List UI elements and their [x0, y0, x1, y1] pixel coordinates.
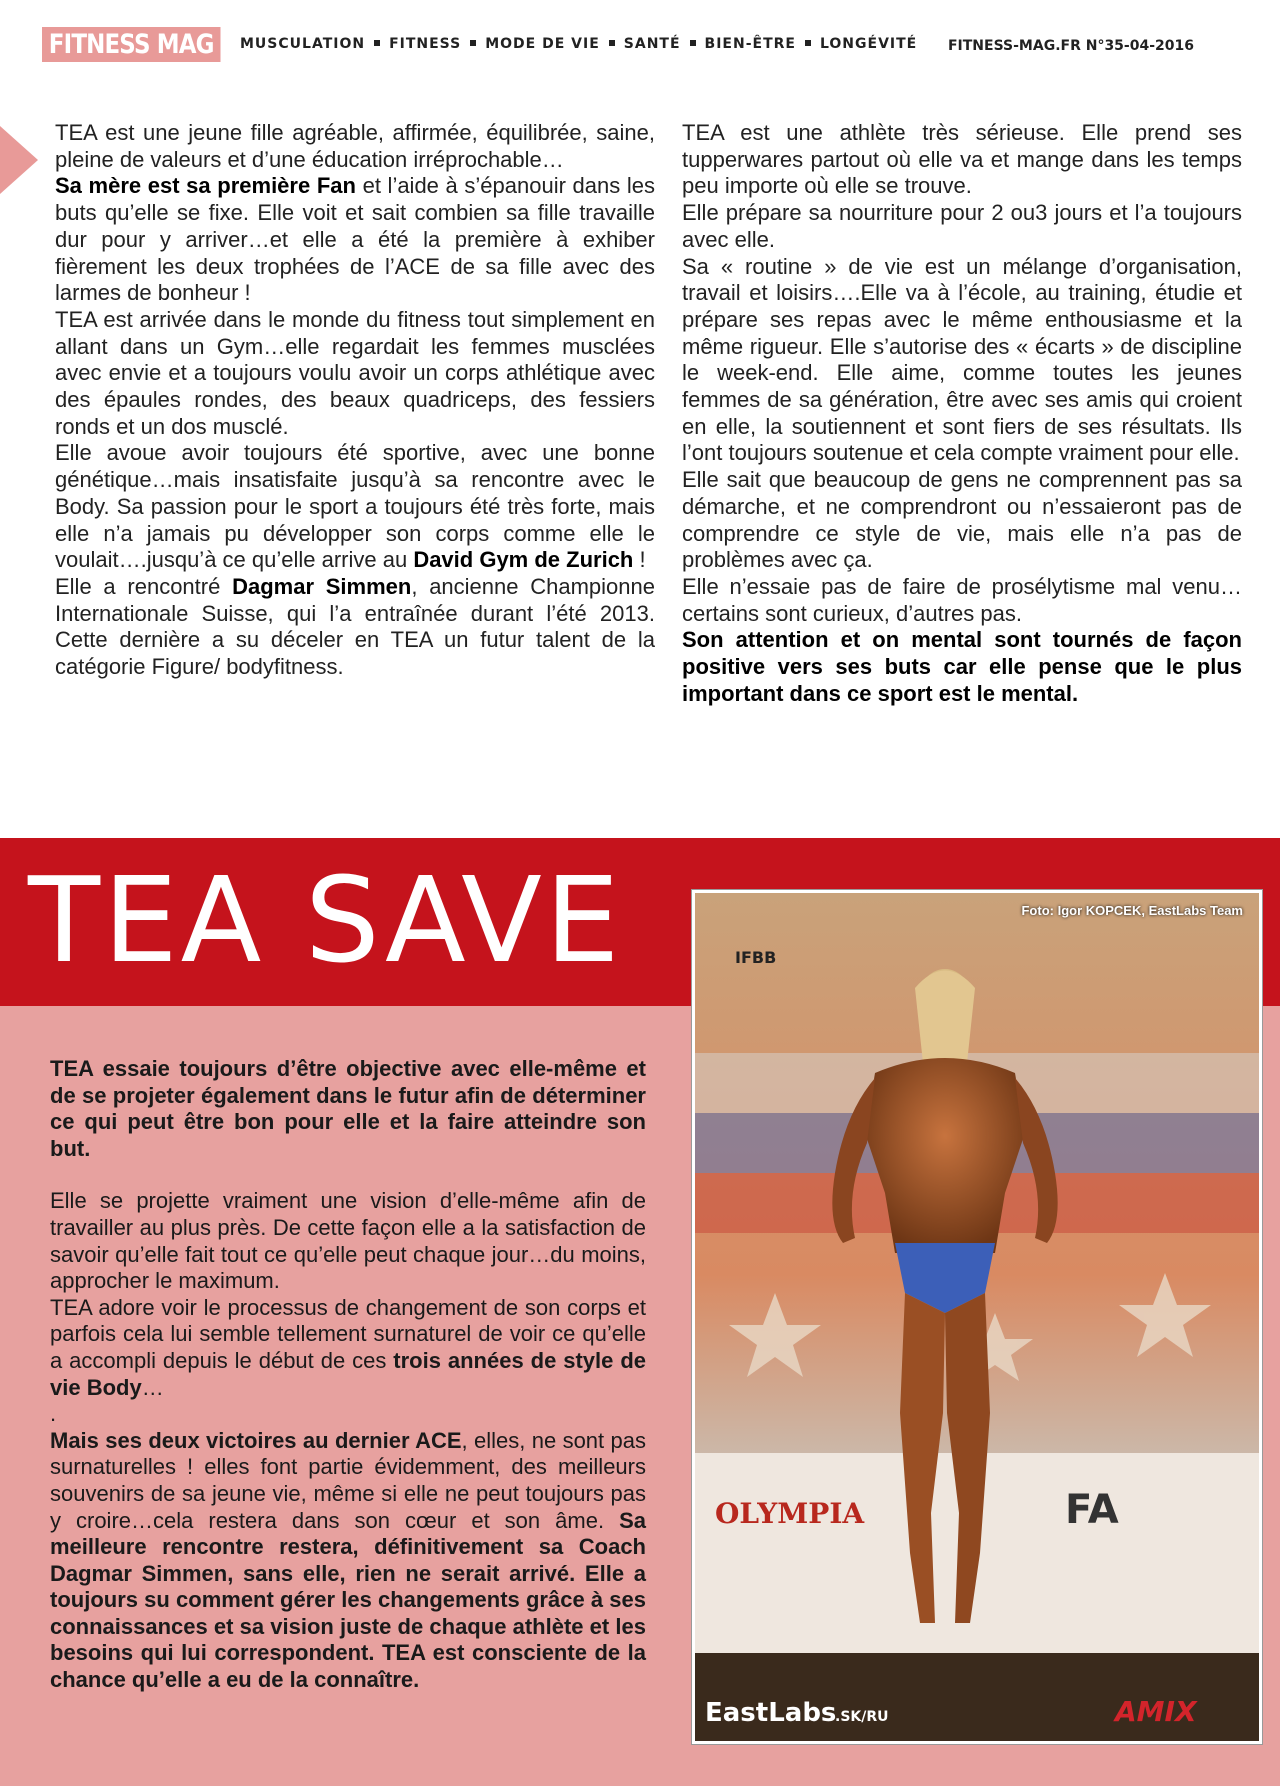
- paragraph: TEA adore voir le processus de changement de son corps et parfois cela lui semble tellement surnaturel de voir ce qu’elle a accompli depuis le début de ces trois années de style de vie Body…: [50, 1294, 646, 1400]
- nav-separator: [690, 40, 696, 46]
- intro-paragraph: TEA essaie toujours d’être objective avec elle-même et de se projeter également dans le futur afin de déterminer ce qui peut être bon pour elle et la faire atteindre son but.: [50, 1056, 646, 1161]
- nav-separator: [470, 40, 476, 46]
- paragraph: Sa mère est sa première Fan et l’aide à s’épanouir dans les buts qu’elle se fixe. Elle voit et sait combien sa fille travaille dur pour y arriver…et elle a été la première à exhiber fièrement les deux trophées de l’ACE de sa fille avec des larmes de bonheur !: [55, 173, 655, 306]
- eastlabs-logo-suffix: .SK/RU: [835, 1709, 889, 1725]
- nav-separator: [609, 40, 615, 46]
- fa-banner: FA: [1065, 1487, 1119, 1533]
- eastlabs-logo: EastLabs: [705, 1698, 837, 1728]
- athlete-name-title: TEA SAVE: [28, 851, 623, 989]
- paragraph: Elle prépare sa nourriture pour 2 ou3 jours et l’a toujours avec elle.: [682, 200, 1242, 252]
- nav-item-sante[interactable]: SANTÉ: [623, 36, 681, 52]
- paragraph: Elle sait que beaucoup de gens ne comprennent pas sa démarche, et ne comprendront ou n’essaieront pas de comprendre ce style de vie, mais elle n’a pas de problèmes avec ça.: [682, 467, 1242, 573]
- article-column-left: [55, 120, 655, 681]
- photo-credit: Foto: Igor KOPCEK, EastLabs Team: [1021, 903, 1243, 918]
- section-nav: [240, 36, 917, 52]
- paragraph: Elle n’essaie pas de faire de prosélytisme mal venu…certains sont curieux, d’autres pas.: [682, 573, 1242, 626]
- magazine-logo[interactable]: FITNESS MAG: [42, 27, 220, 62]
- paragraph: Elle a rencontré Dagmar Simmen, ancienne Championne Internationale Suisse, qui l’a entraînée durant l’été 2013. Cette dernière a su déceler en TEA un futur talent de la catégorie Figure/ bodyfitness.: [55, 573, 655, 680]
- paragraph: Elle avoue avoir toujours été sportive, avec une bonne génétique…mais insatisfaite jusqu’à sa rencontre avec le Body. Sa passion pour le sport a toujours été très forte, mais elle n’a jamais pu développer son corps comme elle le voulait….jusqu’à ce qu’elle arrive au David Gym de Zurich !: [55, 440, 655, 573]
- nav-item-bien-etre[interactable]: BIEN-ÊTRE: [704, 36, 796, 52]
- page-arrow-marker: [0, 126, 38, 194]
- paragraph: TEA est arrivée dans le monde du fitness tout simplement en allant dans un Gym…elle regardait les femmes musclées avec envie et a toujours voulu avoir un corps athlétique avec des épaules rondes, des beaux quadriceps, des fessiers ronds et un dos musclé.: [55, 306, 655, 439]
- paragraph: TEA est une athlète très sérieuse. Elle prend ses tupperwares partout où elle va et mange dans les temps peu importe où elle se trouve.: [682, 120, 1242, 199]
- nav-separator: [374, 40, 380, 46]
- paragraph: Sa « routine » de vie est un mélange d’organisation, travail et loisirs….Elle va à l’école, au training, étudie et prépare ses repas avec le même enthousiasme et la même rigueur. Elle s’autorise des « écarts » de discipline le week-end. Elle aime, comme toutes les jeunes femmes de sa génération, être avec ses amis qui croient en elle, la soutiennent et sont fiers de ses résultats. Ils l’ont toujours soutenue et cela compte vraiment pour elle.: [682, 253, 1242, 466]
- nav-item-musculation[interactable]: MUSCULATION: [240, 36, 366, 52]
- article-column-right: [682, 120, 1242, 707]
- nav-item-longevite[interactable]: LONGÉVITÉ: [819, 36, 918, 52]
- paragraph: TEA est une jeune fille agréable, affirmée, équilibrée, saine, pleine de valeurs et d’une éducation irréprochable…: [55, 120, 655, 172]
- nav-item-fitness[interactable]: FITNESS: [389, 36, 462, 52]
- paragraph: .: [50, 1401, 57, 1427]
- issue-info: FITNESS-MAG.FR N°35-04-2016: [947, 38, 1194, 54]
- ifbb-logo: IFBB: [735, 948, 777, 967]
- paragraph: Mais ses deux victoires au dernier ACE, elles, ne sont pas surnaturelles ! elles font partie évidemment, des meilleurs souvenirs de sa jeune vie, même si elle ne peut toujours pas y croire…cela restera dans son cœur et son âme. Sa meilleure rencontre restera, définitivement sa Coach Dagmar Simmen, sans elle, rien ne serait arrivé. Elle a toujours su comment gérer les changements grâce à ses connaissances et sa vision juste de chaque athlète et les besoins qui lui correspondent. TEA est consciente de la chance qu’elle a eu de la connaître.: [50, 1427, 646, 1693]
- olympia-banner: OLYMPIA: [715, 1497, 865, 1530]
- amix-logo: AMIX: [1115, 1695, 1197, 1728]
- athlete-photo: [692, 890, 1262, 1744]
- paragraph: Son attention et on mental sont tournés de façon positive vers ses buts car elle pense que le plus important dans ce sport est le mental.: [682, 627, 1242, 706]
- nav-item-mode-de-vie[interactable]: MODE DE VIE: [485, 36, 600, 52]
- paragraph: Elle se projette vraiment une vision d’elle-même afin de travailler au plus près. De cette façon elle a la satisfaction de savoir qu’elle fait tout ce qu’elle peut chaque jour…du moins, approcher le maximum.: [50, 1188, 646, 1294]
- highlight-text: [50, 1056, 646, 1694]
- page-header: [0, 0, 1280, 70]
- nav-separator: [805, 40, 811, 46]
